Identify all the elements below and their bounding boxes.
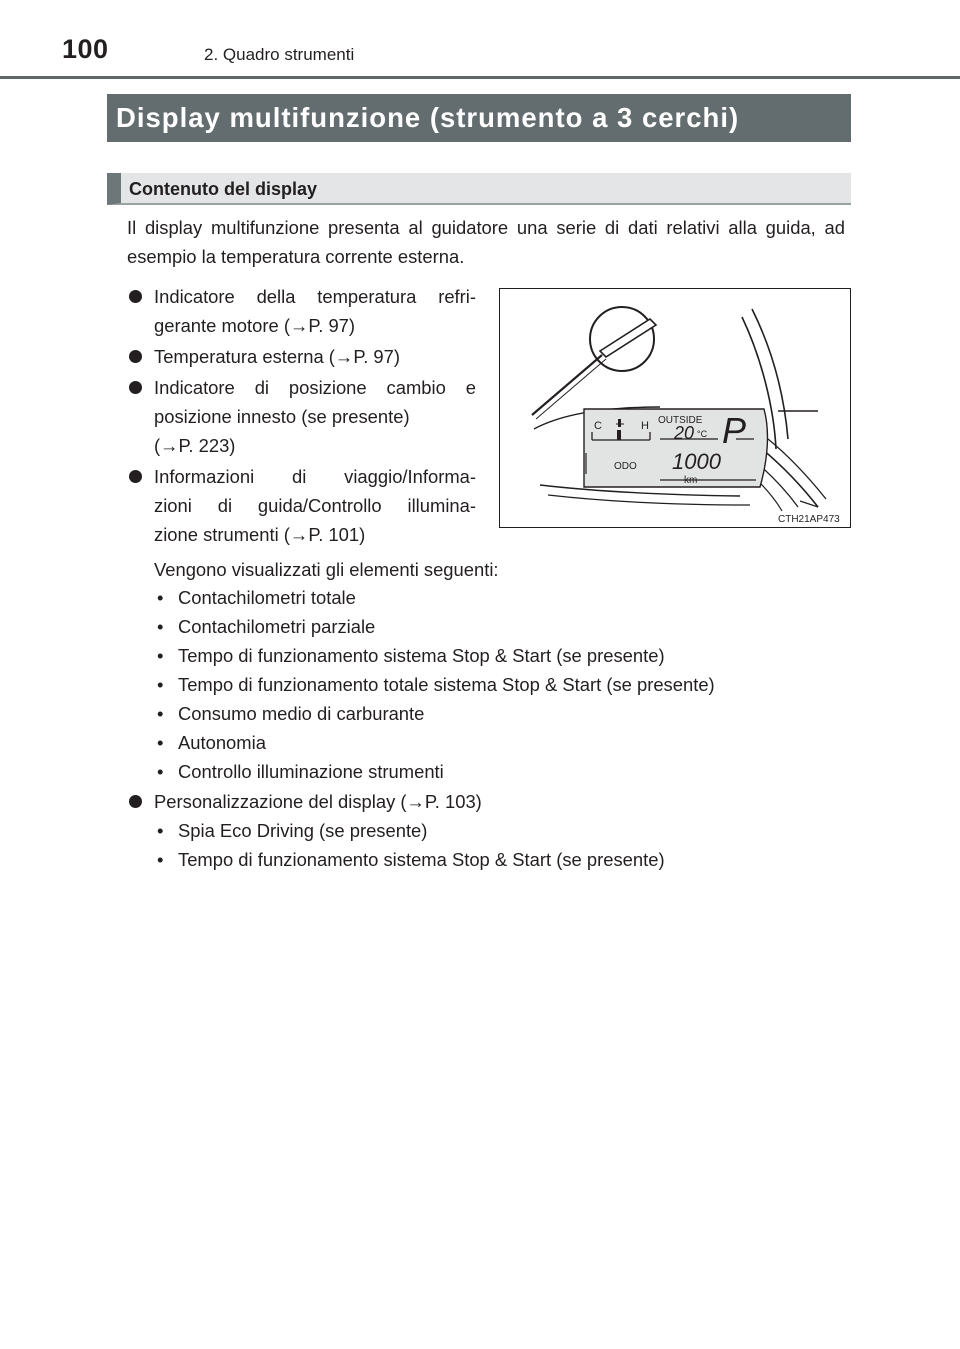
figure-code: CTH21AP473 xyxy=(778,514,840,525)
list-item: • Controllo illuminazione strumenti xyxy=(157,761,444,782)
bullet-coolant-line1: Indicatore della temperatura refri- xyxy=(154,286,476,307)
odo-label: ODO xyxy=(614,461,637,472)
bullet-icon xyxy=(129,470,142,483)
section-title: Display multifunzione (strumento a 3 cerchi) xyxy=(107,94,851,142)
list-item: • Contachilometri parziale xyxy=(157,616,376,637)
temperature-unit: °C xyxy=(697,429,708,439)
bullet-trip-line2: zioni di guida/Controllo illumina- xyxy=(154,495,476,516)
bullet-gear-line1: Indicatore di posizione cambio e xyxy=(154,377,476,398)
list-item: • Spia Eco Driving (se presente) xyxy=(157,820,428,841)
bullet-icon xyxy=(129,350,142,363)
list-item: • Tempo di funzionamento sistema Stop & Start (se presente) xyxy=(157,849,665,870)
bullet-gear-line2: posizione innesto (se presente) xyxy=(154,406,410,427)
gauge-hot-label: H xyxy=(641,420,649,432)
intro-paragraph: Il display multifunzione presenta al guidatore una serie di dati relativi alla guida, ad esempio la temperatura corrente esterna. xyxy=(127,217,845,267)
bullet-icon xyxy=(129,795,142,808)
bullet-trip-line3: zione strumenti (→P. 101) xyxy=(154,524,366,545)
distance-unit: km xyxy=(684,475,698,486)
gear-position: P xyxy=(722,410,747,451)
bullet-gear-line3: (→P. 223) xyxy=(154,435,236,456)
page-number: 100 xyxy=(62,34,109,64)
header-divider xyxy=(0,76,960,79)
subsection-title: Contenuto del display xyxy=(107,173,851,205)
bullet-outside-temp: Temperatura esterna (→P. 97) xyxy=(154,346,401,367)
gauge-cold-label: C xyxy=(594,420,602,432)
list-item: • Contachilometri totale xyxy=(157,587,356,608)
bullet-icon xyxy=(129,290,142,303)
chapter-title: 2. Quadro strumenti xyxy=(204,45,355,64)
list-item: • Tempo di funzionamento sistema Stop & Start (se presente) xyxy=(157,645,665,666)
odometer-value: 1000 xyxy=(672,449,721,474)
bullet-icon xyxy=(129,381,142,394)
instrument-cluster-illustration xyxy=(500,289,850,527)
list-item: • Autonomia xyxy=(157,732,266,753)
list-item: • Tempo di funzionamento totale sistema Stop & Start (se presente) xyxy=(157,674,715,695)
following-intro: Vengono visualizzati gli elementi seguenti: xyxy=(154,559,499,580)
outside-temperature: 20 xyxy=(674,423,695,443)
bullet-customization: Personalizzazione del display (→P. 103) xyxy=(154,791,482,812)
outside-label: OUTSIDE xyxy=(658,415,703,426)
instrument-cluster-figure xyxy=(499,288,851,528)
bullet-trip-line1: Informazioni di viaggio/Informa- xyxy=(154,466,476,487)
list-item: • Consumo medio di carburante xyxy=(157,703,425,724)
bullet-coolant-line2: gerante motore (→P. 97) xyxy=(154,315,356,336)
